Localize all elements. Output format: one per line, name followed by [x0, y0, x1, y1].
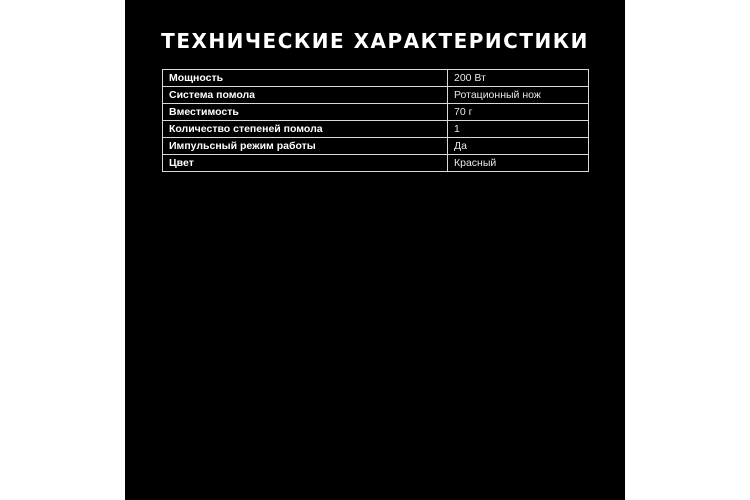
spec-label: Система помола: [163, 87, 448, 104]
spec-value: 70 г: [448, 104, 589, 121]
table-row: [163, 138, 589, 155]
table-row: [163, 155, 589, 172]
table-row: [163, 121, 589, 138]
spec-label: Импульсный режим работы: [163, 138, 448, 155]
spec-value: 200 Вт: [448, 70, 589, 87]
spec-value: Красный: [448, 155, 589, 172]
spec-panel: [125, 0, 625, 500]
page-title: ТЕХНИЧЕСКИЕ ХАРАКТЕРИСТИКИ: [161, 29, 589, 53]
spec-value: 1: [448, 121, 589, 138]
spec-label: Мощность: [163, 70, 448, 87]
spec-table: [162, 69, 589, 172]
spec-label: Вместимость: [163, 104, 448, 121]
spec-label: Цвет: [163, 155, 448, 172]
spec-label: Количество степеней помола: [163, 121, 448, 138]
table-row: [163, 87, 589, 104]
spec-value: Да: [448, 138, 589, 155]
spec-value: Ротационный нож: [448, 87, 589, 104]
table-row: [163, 104, 589, 121]
table-row: [163, 70, 589, 87]
